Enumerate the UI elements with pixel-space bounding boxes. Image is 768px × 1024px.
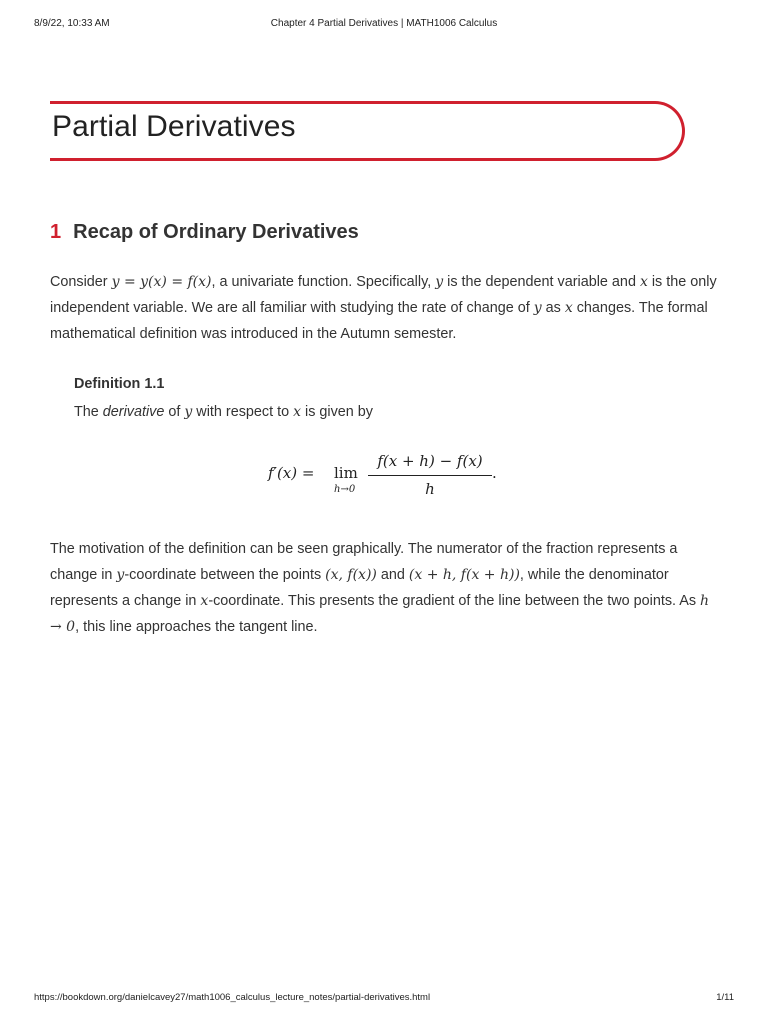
motivation-paragraph xyxy=(50,536,722,640)
fraction-bar xyxy=(368,475,492,476)
math-inline: y xyxy=(435,274,444,290)
math-inline: y = y(x) = f(x) xyxy=(111,274,212,290)
math-inline: y xyxy=(116,567,125,583)
section-title: Recap of Ordinary Derivatives xyxy=(73,221,359,243)
math-inline: h → 0 xyxy=(50,593,710,635)
text: The xyxy=(74,404,103,420)
equation-fraction xyxy=(368,452,492,498)
text: changes. The formal mathematical definition was introduced in the Autumn semester. xyxy=(50,300,708,342)
definition-text xyxy=(74,400,373,424)
math-inline: y xyxy=(184,404,193,420)
equation-lhs: f′(x) = xyxy=(268,464,315,482)
math-inline: x xyxy=(200,593,209,609)
text: and xyxy=(376,567,409,583)
text: Consider xyxy=(50,274,112,290)
text: , while the denominator represents a change in xyxy=(50,567,669,609)
print-datetime: 8/9/22, 10:33 AM xyxy=(34,18,110,29)
text: of xyxy=(164,404,185,420)
math-inline: y xyxy=(533,300,542,316)
text: -coordinate between the points xyxy=(124,567,326,583)
equation-denominator: h xyxy=(425,480,435,498)
math-inline: (x + h, f(x + h)) xyxy=(408,567,520,583)
equation-lim-subscript: h→0 xyxy=(334,484,356,495)
math-inline: x xyxy=(293,404,301,420)
chapter-title: Partial Derivatives xyxy=(52,110,296,143)
equation-numerator: f(x + h) − f(x) xyxy=(377,452,483,470)
equation-period: . xyxy=(492,464,497,482)
text: is the dependent variable and xyxy=(443,274,640,290)
text: as xyxy=(541,300,565,316)
section-heading xyxy=(50,221,359,244)
text: , a univariate function. Specifically, xyxy=(211,274,436,290)
equation-lim: lim xyxy=(334,464,358,482)
intro-paragraph xyxy=(50,269,722,347)
emphasis: derivative xyxy=(102,404,165,420)
definition-title: Definition 1.1 xyxy=(74,376,165,392)
math-inline: x xyxy=(639,274,648,290)
math-inline: (x, f(x)) xyxy=(325,567,377,583)
text: is the only independent variable. We are all familiar with studying the rate of change of xyxy=(50,274,717,316)
print-url: https://bookdown.org/danielcavey27/math1006_calculus_lecture_notes/partial-derivatives.html xyxy=(34,992,431,1003)
text: -coordinate. This presents the gradient of the line between the two points. As xyxy=(208,593,701,609)
text: , this line approaches the tangent line. xyxy=(75,619,318,635)
print-header xyxy=(0,18,768,32)
section-number: 1 xyxy=(50,221,62,243)
print-page-title: Chapter 4 Partial Derivatives | MATH1006 Calculus xyxy=(270,18,498,29)
text: The motivation of the definition can be seen graphically. The numerator of the fraction represents a change in xyxy=(50,541,678,583)
text: is given by xyxy=(301,404,373,420)
page-number: 1/11 xyxy=(716,992,734,1003)
math-inline: x xyxy=(564,300,573,316)
text: with respect to xyxy=(192,404,294,420)
